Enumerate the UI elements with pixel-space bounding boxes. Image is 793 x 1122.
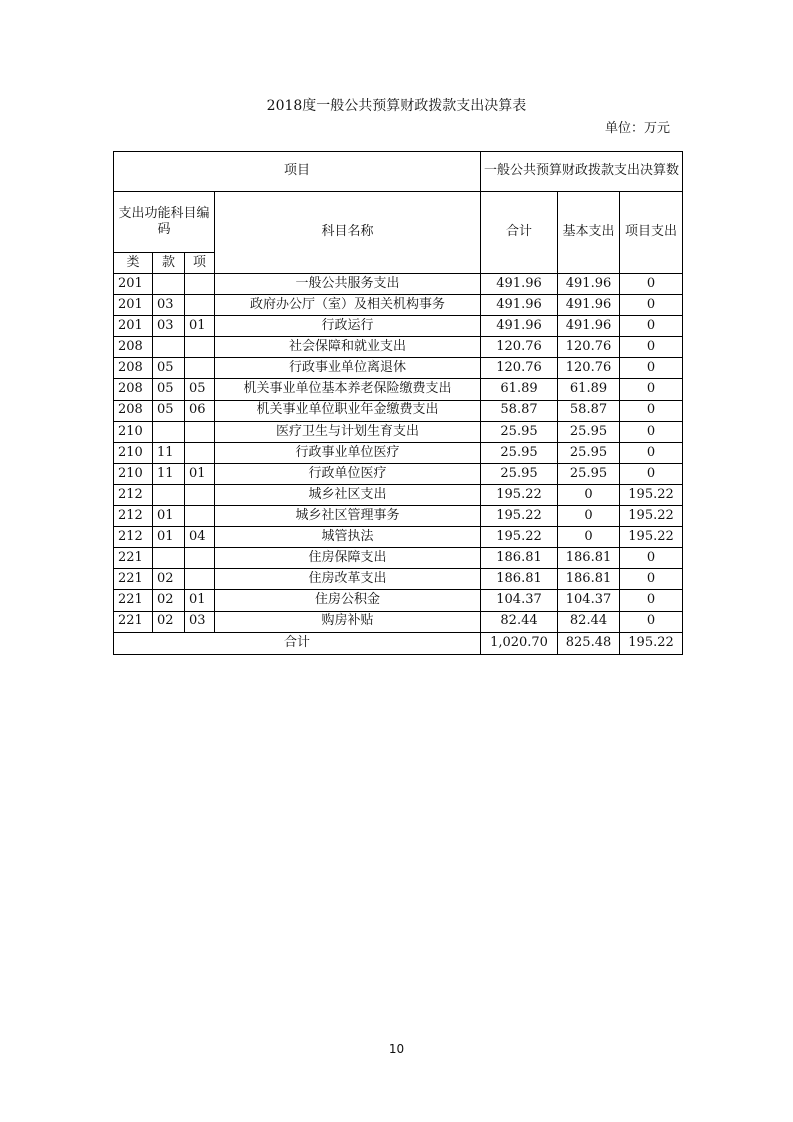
cell-total: 120.76 — [481, 358, 558, 379]
cell-name: 行政事业单位离退休 — [215, 358, 481, 379]
total-project: 195.22 — [620, 632, 683, 654]
cell-kuan: 02 — [153, 569, 185, 590]
cell-xiang: 04 — [185, 527, 215, 548]
header-lei: 类 — [114, 253, 153, 274]
cell-basic: 491.96 — [558, 316, 620, 337]
cell-kuan: 11 — [153, 463, 185, 484]
cell-basic: 186.81 — [558, 548, 620, 569]
cell-total: 61.89 — [481, 379, 558, 400]
cell-lei: 210 — [114, 463, 153, 484]
expenditure-table — [113, 151, 683, 655]
cell-lei: 212 — [114, 484, 153, 505]
table-row — [114, 506, 683, 527]
cell-lei: 208 — [114, 379, 153, 400]
table-row — [114, 569, 683, 590]
cell-project: 0 — [620, 463, 683, 484]
cell-name: 社会保障和就业支出 — [215, 337, 481, 358]
cell-project: 0 — [620, 337, 683, 358]
cell-lei: 201 — [114, 316, 153, 337]
cell-name: 医疗卫生与计划生育支出 — [215, 421, 481, 442]
table-row — [114, 274, 683, 295]
cell-lei: 208 — [114, 337, 153, 358]
cell-project: 195.22 — [620, 484, 683, 505]
total-basic: 825.48 — [558, 632, 620, 654]
cell-xiang — [185, 484, 215, 505]
cell-lei: 210 — [114, 421, 153, 442]
table-row — [114, 295, 683, 316]
cell-xiang — [185, 274, 215, 295]
cell-basic: 104.37 — [558, 590, 620, 611]
cell-lei: 221 — [114, 548, 153, 569]
cell-project: 0 — [620, 316, 683, 337]
cell-xiang: 01 — [185, 463, 215, 484]
cell-name: 城管执法 — [215, 527, 481, 548]
cell-kuan: 02 — [153, 611, 185, 632]
cell-name: 购房补贴 — [215, 611, 481, 632]
cell-basic: 25.95 — [558, 421, 620, 442]
header-basic: 基本支出 — [558, 192, 620, 274]
cell-name: 机关事业单位职业年金缴费支出 — [215, 400, 481, 421]
cell-total: 491.96 — [481, 274, 558, 295]
page-number: 10 — [388, 1042, 405, 1056]
cell-basic: 491.96 — [558, 295, 620, 316]
cell-project: 195.22 — [620, 506, 683, 527]
cell-name: 住房保障支出 — [215, 548, 481, 569]
cell-lei: 221 — [114, 611, 153, 632]
cell-basic: 0 — [558, 527, 620, 548]
table-row — [114, 337, 683, 358]
cell-total: 104.37 — [481, 590, 558, 611]
cell-name: 行政事业单位医疗 — [215, 442, 481, 463]
cell-kuan — [153, 548, 185, 569]
cell-lei: 201 — [114, 274, 153, 295]
cell-name: 政府办公厅（室）及相关机构事务 — [215, 295, 481, 316]
cell-basic: 25.95 — [558, 442, 620, 463]
cell-kuan: 01 — [153, 506, 185, 527]
cell-project: 0 — [620, 442, 683, 463]
cell-lei: 210 — [114, 442, 153, 463]
unit-label: 单位：万元 — [604, 121, 670, 136]
page-title: 2018度一般公共预算财政拨款支出决算表 — [266, 98, 527, 114]
cell-lei: 208 — [114, 358, 153, 379]
cell-basic: 58.87 — [558, 400, 620, 421]
cell-xiang: 01 — [185, 590, 215, 611]
cell-name: 行政单位医疗 — [215, 463, 481, 484]
cell-project: 0 — [620, 295, 683, 316]
cell-name: 一般公共服务支出 — [215, 274, 481, 295]
cell-project: 0 — [620, 400, 683, 421]
cell-kuan — [153, 274, 185, 295]
cell-xiang: 05 — [185, 379, 215, 400]
table-row — [114, 484, 683, 505]
table-row — [114, 316, 683, 337]
cell-lei: 208 — [114, 400, 153, 421]
cell-total: 195.22 — [481, 506, 558, 527]
table-row — [114, 463, 683, 484]
cell-xiang — [185, 358, 215, 379]
cell-xiang — [185, 442, 215, 463]
cell-kuan: 01 — [153, 527, 185, 548]
cell-project: 0 — [620, 274, 683, 295]
total-total: 1,020.70 — [481, 632, 558, 654]
cell-basic: 186.81 — [558, 569, 620, 590]
cell-kuan: 03 — [153, 295, 185, 316]
cell-name: 住房公积金 — [215, 590, 481, 611]
cell-basic: 0 — [558, 506, 620, 527]
cell-basic: 61.89 — [558, 379, 620, 400]
header-project: 项目支出 — [620, 192, 683, 274]
header-kuan: 款 — [153, 253, 185, 274]
cell-kuan: 05 — [153, 358, 185, 379]
cell-name: 城乡社区管理事务 — [215, 506, 481, 527]
cell-lei: 221 — [114, 590, 153, 611]
total-row — [114, 632, 683, 654]
cell-kuan: 05 — [153, 400, 185, 421]
cell-lei: 221 — [114, 569, 153, 590]
cell-lei: 201 — [114, 295, 153, 316]
table-row — [114, 400, 683, 421]
cell-project: 0 — [620, 358, 683, 379]
cell-lei: 212 — [114, 506, 153, 527]
cell-kuan: 05 — [153, 379, 185, 400]
cell-total: 186.81 — [481, 569, 558, 590]
cell-total: 491.96 — [481, 295, 558, 316]
header-group: 一般公共预算财政拨款支出决算数 — [481, 152, 683, 192]
cell-xiang — [185, 548, 215, 569]
cell-kuan — [153, 337, 185, 358]
cell-kuan — [153, 484, 185, 505]
cell-total: 186.81 — [481, 548, 558, 569]
cell-name: 住房改革支出 — [215, 569, 481, 590]
cell-project: 195.22 — [620, 527, 683, 548]
cell-basic: 120.76 — [558, 337, 620, 358]
cell-name: 行政运行 — [215, 316, 481, 337]
cell-xiang: 06 — [185, 400, 215, 421]
cell-kuan — [153, 421, 185, 442]
cell-total: 25.95 — [481, 463, 558, 484]
cell-lei: 212 — [114, 527, 153, 548]
cell-project: 0 — [620, 421, 683, 442]
header-name: 科目名称 — [215, 192, 481, 274]
table-row — [114, 548, 683, 569]
cell-basic: 82.44 — [558, 611, 620, 632]
cell-project: 0 — [620, 569, 683, 590]
cell-total: 195.22 — [481, 527, 558, 548]
cell-xiang — [185, 569, 215, 590]
cell-xiang — [185, 421, 215, 442]
cell-basic: 0 — [558, 484, 620, 505]
cell-xiang: 03 — [185, 611, 215, 632]
cell-kuan: 03 — [153, 316, 185, 337]
table-row — [114, 442, 683, 463]
cell-basic: 120.76 — [558, 358, 620, 379]
cell-xiang — [185, 506, 215, 527]
cell-total: 120.76 — [481, 337, 558, 358]
header-code: 支出功能科目编码 — [114, 192, 215, 253]
table-row — [114, 611, 683, 632]
cell-total: 58.87 — [481, 400, 558, 421]
cell-xiang — [185, 295, 215, 316]
cell-xiang — [185, 337, 215, 358]
cell-total: 195.22 — [481, 484, 558, 505]
table-row — [114, 590, 683, 611]
table-row — [114, 527, 683, 548]
cell-project: 0 — [620, 548, 683, 569]
cell-kuan: 02 — [153, 590, 185, 611]
cell-project: 0 — [620, 611, 683, 632]
table-row — [114, 358, 683, 379]
table-row — [114, 379, 683, 400]
header-xiang: 项 — [185, 253, 215, 274]
total-label: 合计 — [114, 632, 481, 654]
cell-basic: 491.96 — [558, 274, 620, 295]
cell-name: 机关事业单位基本养老保险缴费支出 — [215, 379, 481, 400]
cell-total: 25.95 — [481, 442, 558, 463]
header-total: 合计 — [481, 192, 558, 274]
cell-project: 0 — [620, 379, 683, 400]
cell-total: 25.95 — [481, 421, 558, 442]
cell-total: 82.44 — [481, 611, 558, 632]
table-row — [114, 421, 683, 442]
cell-basic: 25.95 — [558, 463, 620, 484]
cell-total: 491.96 — [481, 316, 558, 337]
cell-kuan: 11 — [153, 442, 185, 463]
header-item: 项目 — [114, 152, 481, 192]
cell-project: 0 — [620, 590, 683, 611]
cell-xiang: 01 — [185, 316, 215, 337]
cell-name: 城乡社区支出 — [215, 484, 481, 505]
